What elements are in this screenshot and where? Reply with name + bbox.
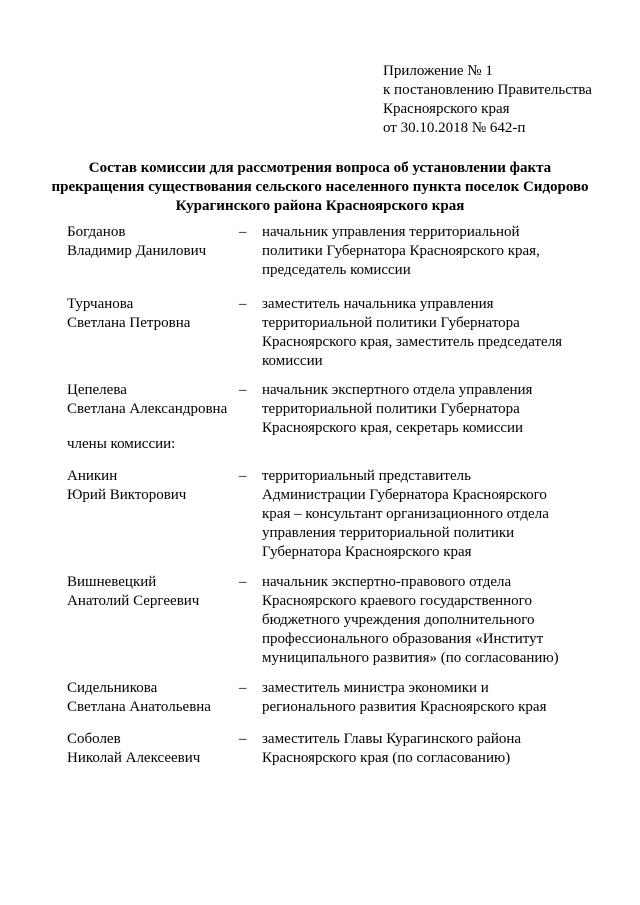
role-line: муниципального развития» (по согласованию) [262,650,559,666]
role-line: территориальной политики Губернатора [262,401,520,417]
member-role [262,730,602,768]
member-surname: Вишневецкий [67,574,157,590]
title-line: Курагинского района Красноярского края [175,198,465,214]
role-line: начальник экспертного отдела управления [262,382,533,398]
attachment-header [383,62,623,138]
role-line: Красноярского края, заместитель председателя [262,334,563,350]
member-surname: Сидельникова [67,680,158,696]
member-name [67,295,237,333]
attachment-line: Красноярского края [383,101,510,117]
member-name [67,381,237,419]
role-line: политики Губернатора Красноярского края, [262,243,540,259]
member-role [262,295,602,371]
role-line: территориальной политики Губернатора [262,315,520,331]
member-given-names: Юрий Викторович [67,487,187,503]
role-line: бюджетного учреждения дополнительного [262,612,535,628]
role-line: начальник экспертно-правового отдела [262,574,512,590]
member-surname: Аникин [67,468,118,484]
role-line: Администрации Губернатора Красноярского [262,487,547,503]
role-line: комиссии [262,353,323,369]
role-line: края – консультант организационного отдела [262,506,549,522]
attachment-line: от 30.10.2018 № 642-п [383,120,526,136]
role-line: председатель комиссии [262,262,411,278]
dash-separator: – [239,680,247,696]
role-line: Губернатора Красноярского края [262,544,472,560]
role-line: регионального развития Красноярского края [262,699,547,715]
member-name [67,223,237,261]
member-surname: Цепелева [67,382,127,398]
role-line: Красноярского краевого государственного [262,593,532,609]
members-section-label: члены комиссии: [67,436,176,452]
member-given-names: Светлана Петровна [67,315,191,331]
member-given-names: Николай Алексеевич [67,750,201,766]
role-line: заместитель Главы Курагинского района [262,731,522,747]
dash-separator: – [239,296,247,312]
member-given-names: Светлана Александровна [67,401,228,417]
member-name [67,467,237,505]
member-name [67,730,237,768]
document-title [40,159,600,216]
role-line: Красноярского края (по согласованию) [262,750,511,766]
attachment-line: Приложение № 1 [383,63,493,79]
dash-separator: – [239,468,247,484]
role-line: Красноярского края, секретарь комиссии [262,420,524,436]
title-line: прекращения существования сельского населенного пункта поселок Сидорово [51,179,589,195]
member-surname: Соболев [67,731,121,747]
dash-separator: – [239,574,247,590]
member-name [67,573,237,611]
member-given-names: Анатолий Сергеевич [67,593,200,609]
member-role [262,573,602,668]
member-surname: Богданов [67,224,126,240]
dash-separator: – [239,382,247,398]
member-given-names: Светлана Анатольевна [67,699,211,715]
role-line: профессионального образования «Институт [262,631,544,647]
member-role [262,679,602,717]
title-line: Состав комиссии для рассмотрения вопроса об установлении факта [88,160,552,176]
member-surname: Турчанова [67,296,134,312]
attachment-line: к постановлению Правительства [383,82,592,98]
role-line: начальник управления территориальной [262,224,520,240]
role-line: управления территориальной политики [262,525,515,541]
role-line: заместитель начальника управления [262,296,494,312]
role-line: территориальный представитель [262,468,471,484]
member-role [262,381,602,438]
dash-separator: – [239,731,247,747]
member-name [67,679,237,717]
member-given-names: Владимир Данилович [67,243,207,259]
role-line: заместитель министра экономики и [262,680,489,696]
member-role [262,467,602,562]
dash-separator: – [239,224,247,240]
member-role [262,223,602,280]
